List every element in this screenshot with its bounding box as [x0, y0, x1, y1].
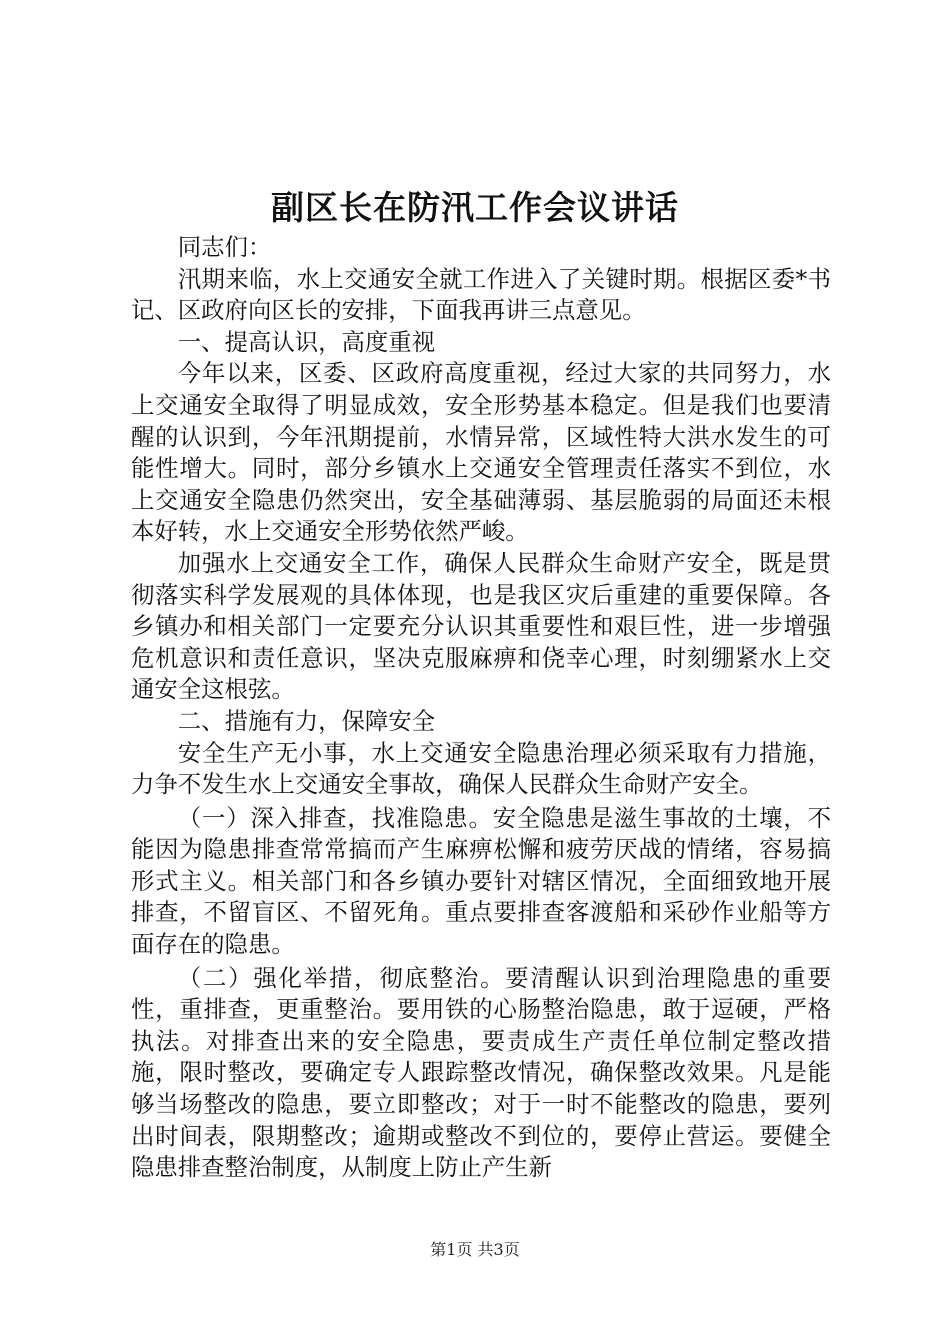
section-heading-1: 一、提高认识，高度重视: [177, 327, 436, 356]
paragraph-3: 安全生产无小事，水上交通安全隐患治理必须采取有力措施，力争不发生水上交通安全事故，确保人民群众生命财产安全。: [131, 738, 831, 799]
paragraph-salutation: 同志们：: [177, 233, 272, 261]
document-body: [131, 232, 831, 1184]
paragraph-intro: 汛期来临，水上交通安全就工作进入了关键时期。根据区委*书记、区政府向区长的安排，下面我再讲三点意见。: [131, 264, 831, 325]
paragraph-2: 加强水上交通安全工作，确保人民群众生命财产安全，既是贯彻落实科学发展观的具体体现，也是我区灾后重建的重要保障。各乡镇办和相关部门一定要充分认识其重要性和艰巨性，进一步增强危机意识和责任意识，坚决克服麻痹和侥幸心理，时刻绷紧水上交通安全这根弦。: [131, 548, 831, 704]
document-title: 副区长在防汛工作会议讲话: [271, 188, 679, 227]
page-footer: 第1页 共3页: [430, 1240, 520, 1259]
paragraph-1: 今年以来，区委、区政府高度重视，经过大家的共同努力，水上交通安全取得了明显成效，安全形势基本稳定。但是我们也要清醒的认识到，今年汛期提前，水情异常，区域性特大洪水发生的可能性增大。同时，部分乡镇水上交通安全管理责任落实不到位，水上交通安全隐患仍然突出，安全基础薄弱、基层脆弱的局面还未根本好转，水上交通安全形势依然严峻。: [131, 359, 831, 546]
paragraph-5: （二）强化举措，彻底整治。要清醒认识到治理隐患的重要性，重排查，更重整治。要用铁的心肠整治隐患，敢于逗硬，严格执法。对排查出来的安全隐患，要责成生产责任单位制定整改措施，限时整改，要确定专人跟踪整改情况，确保整改效果。凡是能够当场整改的隐患，要立即整改；对于一时不能整改的隐患，要列出时间表，限期整改；逾期或整改不到位的，要停止营运。要健全隐患排查整治制度，从制度上防止产生新: [131, 963, 831, 1182]
paragraph-4: （一）深入排查，找准隐患。安全隐患是滋生事故的土壤，不能因为隐患排查常常搞而产生麻痹松懈和疲劳厌战的情绪，容易搞形式主义。相关部门和各乡镇办要针对辖区情况，全面细致地开展排查，不留盲区、不留死角。重点要排查客渡船和采砂作业船等方面存在的隐患。: [131, 803, 831, 959]
section-heading-2: 二、措施有力，保障安全: [177, 706, 436, 735]
